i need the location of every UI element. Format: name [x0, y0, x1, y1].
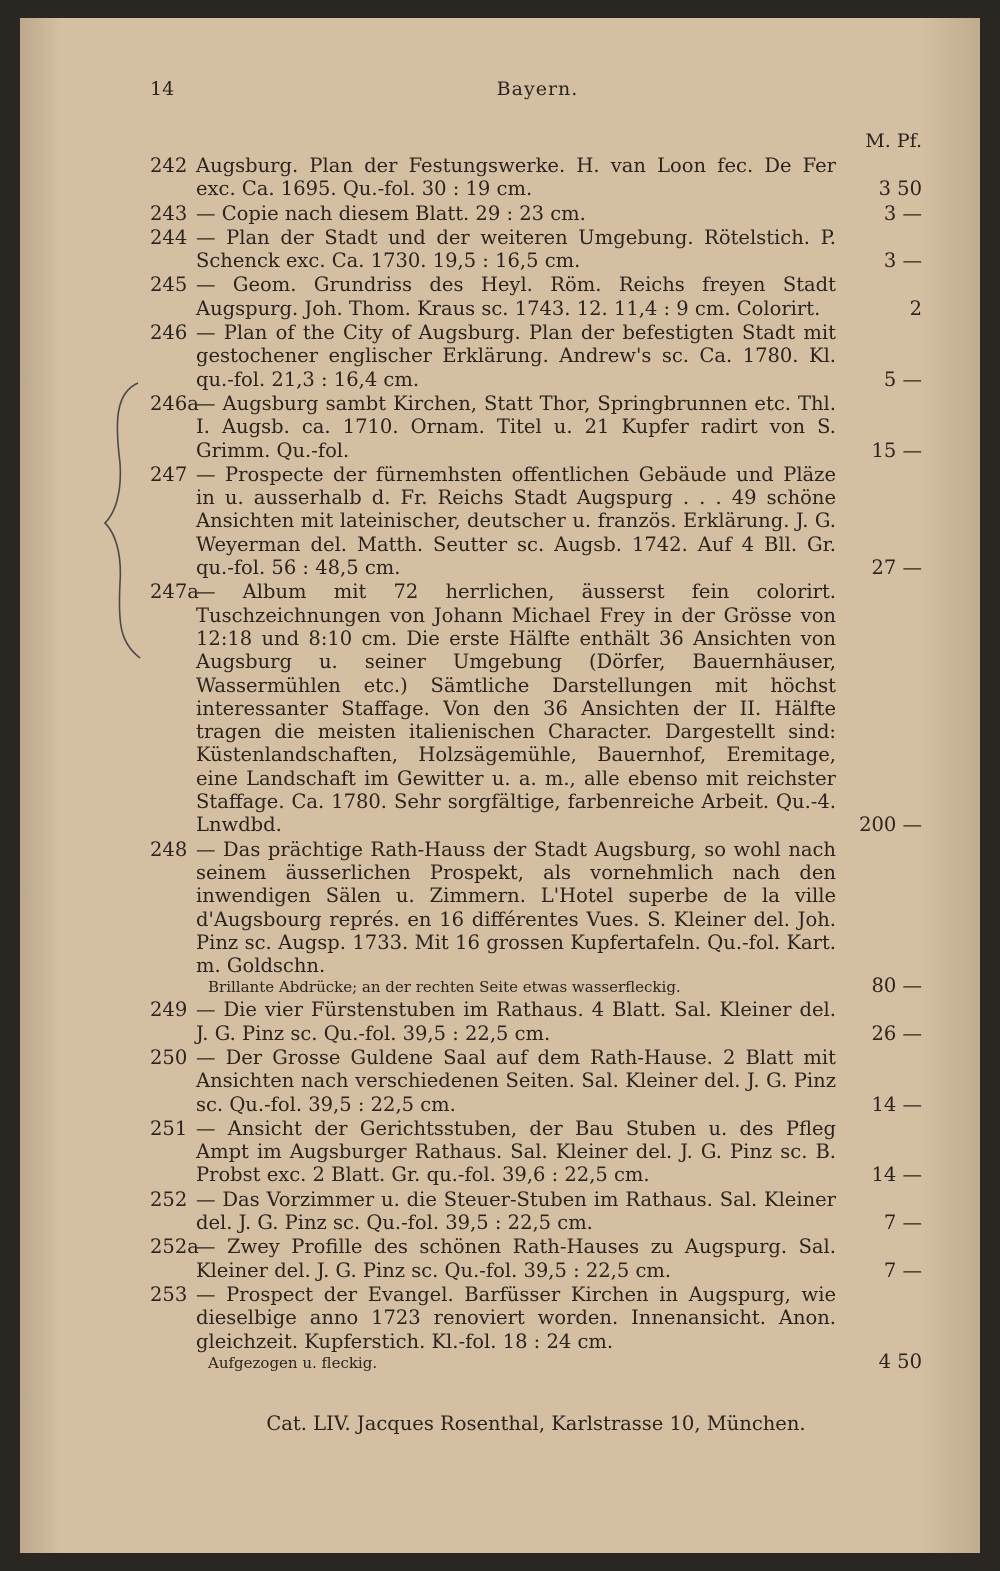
- catalog-entry: [150, 1283, 922, 1373]
- entry-price: 14 —: [871, 1092, 922, 1116]
- entry-number: 242: [150, 154, 188, 177]
- catalog-entry: [150, 321, 922, 391]
- entry-text: — Prospecte der fürnemhsten offentlichen Gebäude und Pläze in u. ausserhalb d. Fr. Reichs Stadt Augspurg . . . 49 schöne Ansichten mit lateinischer, deutscher u. französ. Erklärung. J. G. Weyerman del. Matth. Seutter sc. Augsb. 1742. Auf 4 Bll. Gr. qu.-fol. 56 : 48,5 cm.: [196, 462, 836, 580]
- entry-note: Aufgezogen u. fleckig.: [208, 1353, 378, 1372]
- entry-price: 2: [909, 296, 922, 320]
- catalog-entry: [150, 1046, 922, 1116]
- entry-price: 7 —: [883, 1211, 922, 1235]
- catalog-entry: [150, 1235, 922, 1282]
- entry-price: 15 —: [871, 438, 922, 462]
- entry-number: 246a: [150, 391, 199, 415]
- entry-number: 252a: [150, 1235, 199, 1259]
- entry-number: 247: [150, 462, 188, 486]
- entry-number: 248: [150, 837, 188, 861]
- entry-text: — Prospect der Evangel. Barfüsser Kirchen in Augspurg, wie dieselbige anno 1723 renoviert worden. Innenansicht. Anon. gleichzeit. Kupferstich. Kl.-fol. 18 : 24 cm.: [196, 1282, 836, 1353]
- entry-number: 250: [150, 1045, 188, 1069]
- catalog-entry: [150, 154, 922, 201]
- entry-number: 252: [150, 1187, 188, 1211]
- entry-text: — Augsburg sambt Kirchen, Statt Thor, Springbrunnen etc. Thl. I. Augsb. ca. 1710. Ornam. Titel u. 21 Kupfer radirt von S. Grimm. Qu.-fol.: [196, 391, 836, 462]
- entry-number: 244: [150, 225, 188, 249]
- catalog-entry: [150, 998, 922, 1045]
- catalog-entry: [150, 392, 922, 462]
- entry-text: — Album mit 72 herrlichen, äusserst fein colorirt. Tuschzeichnungen von Johann Michael Frey in der Grösse von 12:18 und 8:10 cm. Die erste Hälfte enthält 36 Ansichten von Augsburg u. seiner Umgebung (Dörfer, Bauernhäuser, Wassermühlen etc.) Sämtliche Darstellungen mit höchst interessanter Staffage. Von den 36 Ansichten der II. Hälfte tragen die meisten italienischen Character. Dargestellt sind: Küstenlandschaften, Holzsägemühle, Bauernhof, Eremitage, eine Landschaft im Gewitter u. a. m., alle ebenso mit reichster Staffage. Ca. 1780. Sehr sorgfältige, farbenreiche Arbeit. Qu.-4. Lnwdbd.: [196, 580, 836, 837]
- entry-text: — Die vier Fürstenstuben im Rathaus. 4 Blatt. Sal. Kleiner del. J. G. Pinz sc. Qu.-fol. 39,5 : 22,5 cm.: [196, 998, 836, 1045]
- page-header: [150, 78, 925, 108]
- entry-price: 3 —: [883, 249, 922, 273]
- entry-text: — Copie nach diesem Blatt. 29 : 23 cm.: [196, 201, 586, 225]
- catalog-entry: [150, 202, 922, 225]
- entry-text: — Plan of the City of Augsburg. Plan der befestigten Stadt mit gestochener englischer Erklärung. Andrew's sc. Ca. 1780. Kl. qu.-fol. 21,3 : 16,4 cm.: [196, 321, 836, 391]
- entry-price: 5 —: [883, 367, 922, 391]
- catalog-entry: [150, 580, 922, 836]
- entry-number: 251: [150, 1116, 188, 1140]
- page-number: 14: [150, 78, 175, 100]
- catalog-page: [20, 18, 980, 1553]
- pencil-annotation-bracket: [60, 363, 145, 663]
- catalog-entry: [150, 1188, 922, 1235]
- catalog-footer: Cat. LIV. Jacques Rosenthal, Karlstrasse 10, München.: [266, 1412, 806, 1435]
- entry-text: Augsburg. Plan der Festungswerke. H. van Loon fec. De Fer exc. Ca. 1695. Qu.-fol. 30 : 19 cm.: [196, 154, 836, 201]
- entry-price: 4 50: [878, 1349, 922, 1373]
- entry-text: — Das prächtige Rath-Hauss der Stadt Augsburg, so wohl nach seinem äusserlichen Prospekt, als vornehmlich nach den inwendigen Sälen u. Zimmern. L'Hotel superbe de la ville d'Augsbourg représ. en 16 différentes Vues. S. Kleiner del. Joh. Pinz sc. Augsp. 1733. Mit 16 grossen Kupfertafeln. Qu.-fol. Kart. m. Goldschn.: [196, 837, 836, 978]
- entry-number: 243: [150, 201, 188, 225]
- entry-number: 245: [150, 273, 188, 297]
- entry-price: 80 —: [871, 974, 922, 998]
- catalog-entry: [150, 1117, 922, 1187]
- catalog-entries: [150, 154, 922, 1374]
- entry-text: — Das Vorzimmer u. die Steuer-Stuben im Rathaus. Sal. Kleiner del. J. G. Pinz sc. Qu.-fol. 39,5 : 22,5 cm.: [196, 1187, 836, 1235]
- currency-header: M. Pf.: [865, 130, 922, 152]
- entry-number: 253: [150, 1282, 188, 1306]
- entry-price: 3 —: [883, 201, 922, 225]
- catalog-entry: [150, 273, 922, 320]
- entry-text: — Zwey Profille des schönen Rath-Hauses zu Augspurg. Sal. Kleiner del. J. G. Pinz sc. Qu.-fol. 39,5 : 22,5 cm.: [196, 1235, 836, 1282]
- entry-number: 249: [150, 998, 188, 1022]
- entry-text: — Geom. Grundriss des Heyl. Röm. Reichs freyen Stadt Augspurg. Joh. Thom. Kraus sc. 1743. 12. 11,4 : 9 cm. Colorirt.: [196, 273, 836, 320]
- entry-number: 247a: [150, 580, 199, 604]
- entry-price: 14 —: [871, 1163, 922, 1187]
- entry-price: 7 —: [883, 1258, 922, 1282]
- entry-price: 3 50: [878, 177, 922, 201]
- entry-text: — Ansicht der Gerichtsstuben, der Bau Stuben u. des Pfleg Ampt im Augsburger Rathaus. Sal. Kleiner del. J. G. Pinz sc. B. Probst exc. 2 Blatt. Gr. qu.-fol. 39,6 : 22,5 cm.: [196, 1116, 836, 1187]
- page-title: Bayern.: [496, 78, 579, 100]
- catalog-entry: [150, 838, 922, 998]
- entry-text: — Plan der Stadt und der weiteren Umgebung. Rötelstich. P. Schenck exc. Ca. 1730. 19,5 : 16,5 cm.: [196, 225, 836, 273]
- entry-price: 27 —: [871, 556, 922, 580]
- entry-number: 246: [150, 321, 188, 345]
- catalog-entry: [150, 226, 922, 273]
- entry-price: 26 —: [871, 1021, 922, 1045]
- catalog-entry: [150, 463, 922, 579]
- entry-text: — Der Grosse Guldene Saal auf dem Rath-Hause. 2 Blatt mit Ansichten nach verschiedenen Seiten. Sal. Kleiner del. J. G. Pinz sc. Qu.-fol. 39,5 : 22,5 cm.: [196, 1045, 836, 1116]
- entry-price: 200 —: [859, 813, 922, 837]
- entry-note: Brillante Abdrücke; an der rechten Seite etwas wasserfleckig.: [208, 978, 681, 997]
